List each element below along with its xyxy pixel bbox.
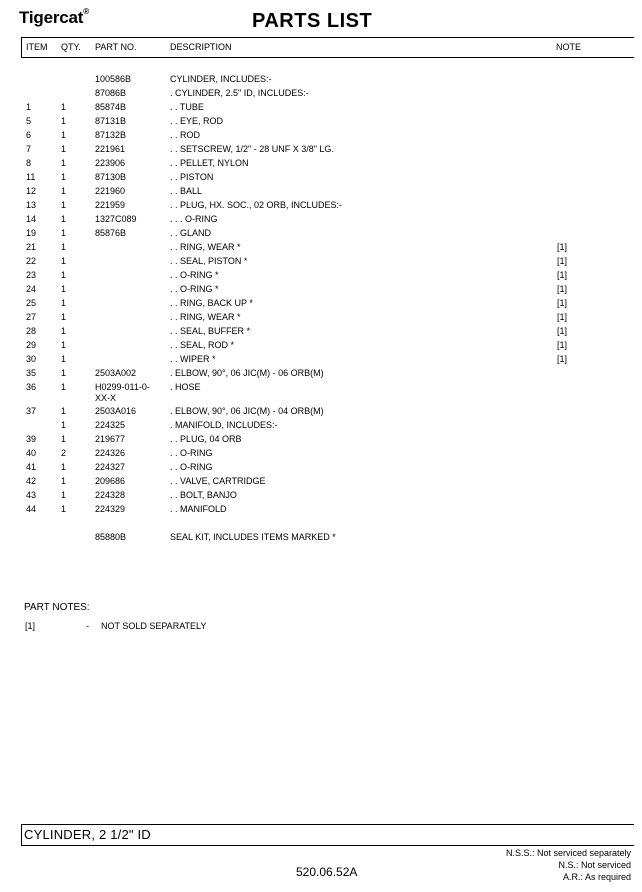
item-number: 43 xyxy=(26,490,37,500)
description: . . GLAND xyxy=(170,228,212,238)
quantity: 1 xyxy=(61,102,67,112)
item-number: 30 xyxy=(26,354,37,364)
table-row xyxy=(0,88,642,102)
description: . ELBOW, 90°, 06 JIC(M) - 06 ORB(M) xyxy=(170,368,324,378)
table-row xyxy=(0,256,642,270)
description: . HOSE xyxy=(170,382,201,392)
quantity: 1 xyxy=(61,312,67,322)
note-ref: [1] xyxy=(557,298,568,308)
description: . . RING, BACK UP * xyxy=(170,298,253,308)
part-number: H0299-011-0-XX-X xyxy=(95,382,150,403)
quantity: 1 xyxy=(61,490,67,500)
item-number: 1 xyxy=(26,102,32,112)
note-ref: [1] xyxy=(557,242,568,252)
item-number: 35 xyxy=(26,368,37,378)
quantity: 1 xyxy=(61,420,67,430)
brand-logo xyxy=(19,8,89,28)
item-number: 21 xyxy=(26,242,37,252)
part-number: 87132B xyxy=(95,130,127,140)
note-ref: [1] xyxy=(557,270,568,280)
description: . . ROD xyxy=(170,130,201,140)
assembly-title: CYLINDER, 2 1/2" ID xyxy=(24,827,151,842)
legend-ar: A.R.: As required xyxy=(562,872,631,882)
table-row xyxy=(0,476,642,490)
part-number: 224325 xyxy=(95,420,126,430)
table-row xyxy=(0,504,642,518)
table-row xyxy=(0,326,642,340)
item-number: 19 xyxy=(26,228,37,238)
item-number: 24 xyxy=(26,284,37,294)
description: . . PLUG, HX. SOC., 02 ORB, INCLUDES:- xyxy=(170,200,343,210)
quantity: 1 xyxy=(61,504,67,514)
registered-mark: ® xyxy=(83,7,89,17)
description: . ELBOW, 90°, 06 JIC(M) - 04 ORB(M) xyxy=(170,406,324,416)
part-number: 221960 xyxy=(95,186,126,196)
description: . . O-RING * xyxy=(170,284,219,294)
description: . . SEAL, PISTON * xyxy=(170,256,248,266)
table-row xyxy=(0,448,642,462)
description: . CYLINDER, 2.5" ID, INCLUDES:- xyxy=(170,88,309,98)
quantity: 1 xyxy=(61,406,67,416)
quantity: 1 xyxy=(61,242,67,252)
part-number: 2503A016 xyxy=(95,406,137,416)
table-row xyxy=(0,74,642,88)
quantity: 1 xyxy=(61,270,67,280)
item-number: 42 xyxy=(26,476,37,486)
table-row xyxy=(0,116,642,130)
quantity: 1 xyxy=(61,326,67,336)
table-row xyxy=(0,242,642,256)
table-row xyxy=(0,312,642,326)
table-row xyxy=(0,354,642,368)
part-number: 85874B xyxy=(95,102,127,112)
table-row xyxy=(0,228,642,242)
quantity: 1 xyxy=(61,434,67,444)
description: . . O-RING xyxy=(170,462,213,472)
table-row xyxy=(0,172,642,186)
table-row xyxy=(0,518,642,532)
part-number: 221959 xyxy=(95,200,126,210)
item-number: 27 xyxy=(26,312,37,322)
table-row xyxy=(0,420,642,434)
quantity: 1 xyxy=(61,256,67,266)
description: . . RING, WEAR * xyxy=(170,312,241,322)
part-number: 223906 xyxy=(95,158,126,168)
note-ref: [1] xyxy=(557,312,568,322)
item-number: 8 xyxy=(26,158,32,168)
column-header-part-no: PART NO. xyxy=(95,42,137,52)
item-number: 25 xyxy=(26,298,37,308)
part-number: 224327 xyxy=(95,462,126,472)
item-number: 7 xyxy=(26,144,32,154)
quantity: 1 xyxy=(61,214,67,224)
item-number: 11 xyxy=(26,172,36,182)
quantity: 1 xyxy=(61,298,67,308)
description: SEAL KIT, INCLUDES ITEMS MARKED * xyxy=(170,532,336,542)
column-header-item: ITEM xyxy=(26,42,48,52)
table-row xyxy=(0,462,642,476)
quantity: 1 xyxy=(61,284,67,294)
table-row xyxy=(0,102,642,116)
column-header-qty: QTY. xyxy=(61,42,81,52)
description: . . BOLT, BANJO xyxy=(170,490,237,500)
description: . . PISTON xyxy=(170,172,214,182)
item-number: 39 xyxy=(26,434,37,444)
table-row xyxy=(0,130,642,144)
table-row xyxy=(0,340,642,354)
description: . . PELLET, NYLON xyxy=(170,158,249,168)
description: . . EYE, ROD xyxy=(170,116,224,126)
description: CYLINDER, INCLUDES:- xyxy=(170,74,272,84)
description: . . O-RING * xyxy=(170,270,219,280)
table-row xyxy=(0,214,642,228)
quantity: 2 xyxy=(61,448,67,458)
part-number: 209686 xyxy=(95,476,126,486)
item-number: 6 xyxy=(26,130,32,140)
part-note-ref: [1] xyxy=(25,621,36,631)
part-number: 87130B xyxy=(95,172,127,182)
brand-name: Tigercat xyxy=(19,8,84,27)
document-number: 520.06.52A xyxy=(296,865,358,879)
note-ref: [1] xyxy=(557,256,568,266)
part-note-text: NOT SOLD SEPARATELY xyxy=(101,621,207,631)
description: . . SEAL, BUFFER * xyxy=(170,326,251,336)
item-number: 37 xyxy=(26,406,37,416)
table-row xyxy=(0,368,642,382)
item-number: 23 xyxy=(26,270,37,280)
table-row xyxy=(0,270,642,284)
part-notes-title: PART NOTES: xyxy=(24,602,90,613)
quantity: 1 xyxy=(61,340,67,350)
table-row xyxy=(0,490,642,504)
quantity: 1 xyxy=(61,172,67,182)
quantity: 1 xyxy=(61,200,67,210)
table-row xyxy=(0,382,642,406)
part-number: 85876B xyxy=(95,228,127,238)
quantity: 1 xyxy=(61,130,67,140)
table-row xyxy=(0,200,642,214)
description: . . SEAL, ROD * xyxy=(170,340,235,350)
part-number: 224326 xyxy=(95,448,126,458)
description: . . VALVE, CARTRIDGE xyxy=(170,476,266,486)
description: . . BALL xyxy=(170,186,203,196)
part-number: 2503A002 xyxy=(95,368,137,378)
note-ref: [1] xyxy=(557,284,568,294)
item-number: 28 xyxy=(26,326,37,336)
item-number: 40 xyxy=(26,448,37,458)
description: . . SETSCREW, 1/2" - 28 UNF X 3/8" LG. xyxy=(170,144,334,154)
item-number: 13 xyxy=(26,200,37,210)
quantity: 1 xyxy=(61,382,67,392)
table-row xyxy=(0,298,642,312)
item-number: 36 xyxy=(26,382,37,392)
quantity: 1 xyxy=(61,476,67,486)
description: . . PLUG, 04 ORB xyxy=(170,434,242,444)
quantity: 1 xyxy=(61,144,67,154)
legend-ns: N.S.: Not serviced xyxy=(558,860,631,870)
description: . . . O-RING xyxy=(170,214,218,224)
part-note-dash: - xyxy=(86,621,89,631)
page-title: PARTS LIST xyxy=(252,10,373,32)
column-header-description: DESCRIPTION xyxy=(170,42,232,52)
item-number: 14 xyxy=(26,214,37,224)
quantity: 1 xyxy=(61,228,67,238)
note-ref: [1] xyxy=(557,340,568,350)
table-row xyxy=(0,532,642,546)
item-number: 12 xyxy=(26,186,37,196)
item-number: 41 xyxy=(26,462,37,472)
quantity: 1 xyxy=(61,116,67,126)
item-number: 44 xyxy=(26,504,37,514)
part-number: 1327C089 xyxy=(95,214,137,224)
part-number: 221961 xyxy=(95,144,126,154)
part-number: 85880B xyxy=(95,532,127,542)
item-number: 29 xyxy=(26,340,37,350)
note-ref: [1] xyxy=(557,326,568,336)
part-number: 219677 xyxy=(95,434,126,444)
column-header-note: NOTE xyxy=(556,42,582,52)
parts-table-body xyxy=(0,74,642,546)
table-row xyxy=(0,434,642,448)
table-row xyxy=(0,186,642,200)
description: . . WIPER * xyxy=(170,354,216,364)
description: . MANIFOLD, INCLUDES:- xyxy=(170,420,278,430)
item-number: 22 xyxy=(26,256,37,266)
description: . . RING, WEAR * xyxy=(170,242,241,252)
quantity: 1 xyxy=(61,186,67,196)
part-number: 87086B xyxy=(95,88,127,98)
part-number: 87131B xyxy=(95,116,127,126)
description: . . O-RING xyxy=(170,448,213,458)
note-ref: [1] xyxy=(557,354,568,364)
item-number: 5 xyxy=(26,116,32,126)
quantity: 1 xyxy=(61,462,67,472)
description: . . TUBE xyxy=(170,102,204,112)
table-row xyxy=(0,144,642,158)
table-row xyxy=(0,406,642,420)
quantity: 1 xyxy=(61,158,67,168)
table-row xyxy=(0,284,642,298)
quantity: 1 xyxy=(61,354,67,364)
table-row xyxy=(0,158,642,172)
part-number: 100586B xyxy=(95,74,132,84)
part-number: 224328 xyxy=(95,490,126,500)
quantity: 1 xyxy=(61,368,67,378)
part-number: 224329 xyxy=(95,504,126,514)
description: . . MANIFOLD xyxy=(170,504,227,514)
legend-nss: N.S.S.: Not serviced separately xyxy=(505,848,631,858)
